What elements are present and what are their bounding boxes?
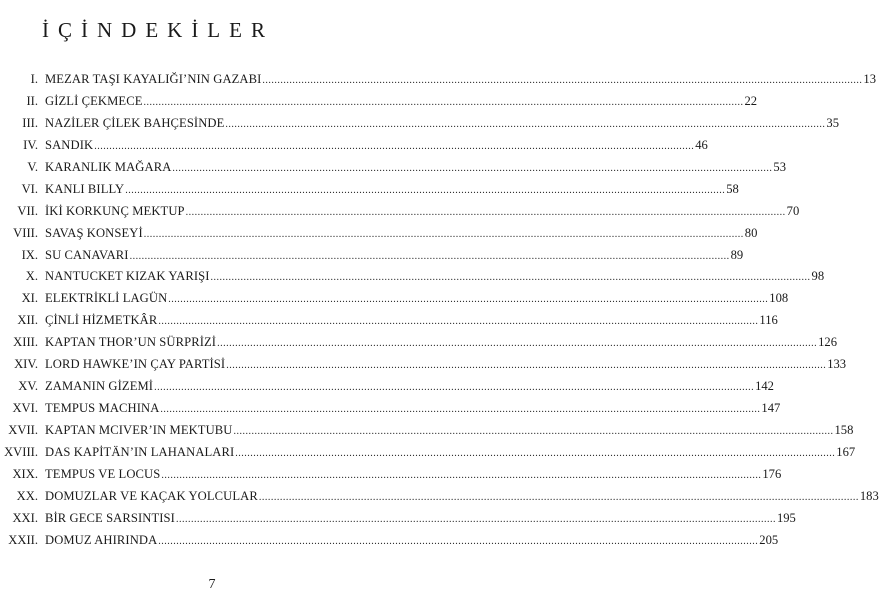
chapter-title: SU CANAVARI (45, 247, 129, 262)
chapter-page: 58 (726, 181, 739, 196)
toc-entry (0, 245, 744, 267)
chapter-page: 176 (762, 466, 782, 481)
dot-leader: ........................................................................................................................................................................................................ (154, 382, 755, 394)
chapter-title: DOMUZLAR VE KAÇAK YOLCULAR (45, 488, 258, 503)
chapter-title: MEZAR TAŞI KAYALIĞI’NIN GAZABI (45, 72, 262, 86)
toc-line (45, 442, 856, 465)
chapter-title: TEMPUS MACHINA (45, 401, 160, 416)
toc-entry (0, 486, 879, 508)
toc-entry (0, 398, 781, 420)
toc-line (45, 223, 758, 246)
chapter-title: KARANLIK MAĞARA (45, 159, 172, 174)
dot-leader: ........................................................................................................................................................................................................ (225, 118, 826, 130)
toc-line (45, 157, 786, 180)
chapter-numeral: XV. (18, 379, 38, 394)
toc-line (45, 310, 778, 333)
chapter-numeral: VIII. (13, 225, 38, 240)
dot-leader: ........................................................................................................................................................................................................ (217, 338, 818, 350)
toc-line (45, 464, 782, 487)
toc-entry (0, 376, 774, 398)
toc-line (45, 354, 847, 377)
toc-entry (0, 530, 779, 552)
chapter-numeral: XX. (16, 488, 38, 503)
toc-entry (0, 113, 839, 135)
toc-entry (0, 223, 758, 245)
chapter-page: 158 (834, 423, 854, 437)
dot-leader: ........................................................................................................................................................................................................ (94, 140, 695, 152)
chapter-page: 46 (695, 137, 708, 152)
chapter-title: SANDIK (45, 137, 94, 152)
chapter-numeral: X. (25, 269, 38, 284)
toc-line (45, 288, 789, 311)
chapter-title: KAPTAN MCIVER’IN MEKTUBU (45, 423, 233, 437)
toc-line (45, 69, 877, 92)
toc-entry (0, 354, 847, 376)
chapter-title: GİZLİ ÇEKMECE (45, 93, 143, 108)
toc-entry (0, 266, 825, 288)
dot-leader: ........................................................................................................................................................................................................ (158, 316, 759, 328)
chapter-title: İKİ KORKUNÇ MEKTUP (45, 203, 185, 218)
toc-line (45, 135, 708, 158)
chapter-page: 80 (744, 225, 758, 240)
toc-entry (0, 288, 789, 310)
chapter-numeral: XIV. (14, 357, 38, 372)
toc-entry (0, 201, 800, 223)
chapter-title: DAS KAPİTÄN’IN LAHANALARI (45, 444, 235, 459)
toc-line (45, 91, 758, 114)
chapter-numeral: XIX. (12, 466, 38, 481)
toc-line (45, 201, 800, 224)
chapter-page: 116 (759, 313, 778, 328)
chapter-page: 167 (836, 444, 856, 459)
chapter-page: 70 (786, 203, 800, 218)
toc-entry (0, 464, 782, 486)
toc-line (45, 376, 774, 399)
chapter-page: 53 (773, 159, 786, 174)
chapter-page: 205 (759, 532, 779, 547)
dot-leader: ........................................................................................................................................................................................................ (175, 513, 776, 525)
chapter-numeral: V. (27, 159, 38, 174)
chapter-numeral: IX. (21, 247, 38, 262)
chapter-numeral: XVII. (8, 423, 38, 437)
chapter-numeral: I. (30, 72, 38, 86)
toc-line (45, 530, 779, 553)
chapter-page: 142 (755, 379, 774, 394)
toc-entry (0, 135, 708, 157)
dot-leader: ........................................................................................................................................................................................................ (258, 491, 859, 503)
chapter-numeral: XVI. (12, 401, 38, 416)
toc-entry (0, 69, 877, 91)
toc-line (45, 245, 744, 268)
toc-entry (0, 91, 758, 113)
chapter-numeral: III. (22, 115, 38, 130)
chapter-page: 126 (818, 335, 837, 350)
toc-line (45, 179, 739, 202)
chapter-title: BİR GECE SARSINTISI (45, 510, 175, 525)
chapter-page: 98 (811, 269, 825, 284)
dot-leader: ........................................................................................................................................................................................................ (226, 360, 827, 372)
dot-leader: ........................................................................................................................................................................................................ (262, 75, 863, 86)
toc-line (45, 266, 825, 289)
chapter-title: SAVAŞ KONSEYİ (45, 225, 143, 240)
toc-entry (0, 310, 778, 332)
dot-leader: ........................................................................................................................................................................................................ (235, 447, 836, 459)
toc-line (45, 113, 839, 136)
chapter-numeral: VII. (17, 203, 38, 218)
toc-entry (0, 179, 739, 201)
dot-leader: ........................................................................................................................................................................................................ (160, 404, 761, 416)
table-of-contents (0, 69, 879, 552)
toc-line (45, 398, 781, 421)
chapter-title: TEMPUS VE LOCUS (45, 466, 161, 481)
chapter-title: DOMUZ AHIRINDA (45, 532, 158, 547)
chapter-numeral: XXII. (8, 532, 38, 547)
chapter-title: KANLI BILLY (45, 181, 125, 196)
dot-leader: ........................................................................................................................................................................................................ (129, 250, 730, 262)
toc-entry (0, 420, 854, 442)
dot-leader: ........................................................................................................................................................................................................ (143, 228, 744, 240)
toc-entry (0, 157, 786, 179)
chapter-numeral: XI. (21, 291, 38, 306)
chapter-title: NANTUCKET KIZAK YARIŞI (45, 269, 210, 284)
dot-leader: ........................................................................................................................................................................................................ (185, 206, 786, 218)
dot-leader: ........................................................................................................................................................................................................ (233, 426, 834, 437)
dot-leader: ........................................................................................................................................................................................................ (168, 294, 769, 306)
chapter-title: ZAMANIN GİZEMİ (45, 379, 154, 394)
chapter-page: 13 (863, 72, 877, 86)
chapter-title: NAZİLER ÇİLEK BAHÇESİNDE (45, 115, 225, 130)
chapter-numeral: XVIII. (4, 444, 38, 459)
toc-line (45, 420, 854, 443)
chapter-page: 22 (744, 93, 758, 108)
chapter-numeral: XXI. (12, 510, 38, 525)
chapter-title: LORD HAWKE’IN ÇAY PARTİSİ (45, 357, 226, 372)
toc-entry (0, 332, 837, 354)
dot-leader: ........................................................................................................................................................................................................ (158, 535, 759, 547)
toc-line (45, 486, 879, 509)
dot-leader: ........................................................................................................................................................................................................ (161, 469, 762, 481)
chapter-numeral: XII. (17, 313, 38, 328)
chapter-title: KAPTAN THOR’UN SÜRPRİZİ (45, 335, 217, 350)
chapter-numeral: VI. (21, 181, 38, 196)
chapter-title: ELEKTRİKLİ LAGÜN (45, 291, 168, 306)
toc-line (45, 508, 796, 531)
dot-leader: ........................................................................................................................................................................................................ (210, 272, 811, 284)
toc-entry (0, 442, 856, 464)
chapter-page: 183 (859, 488, 879, 503)
chapter-numeral: II. (26, 93, 38, 108)
chapter-page: 195 (776, 510, 796, 525)
toc-line (45, 332, 837, 355)
chapter-title: ÇİNLİ HİZMETKÂR (45, 313, 158, 328)
chapter-page: 108 (769, 291, 789, 306)
dot-leader: ........................................................................................................................................................................................................ (125, 184, 726, 196)
chapter-page: 35 (826, 115, 839, 130)
chapter-numeral: IV. (23, 137, 38, 152)
chapter-page: 89 (730, 247, 744, 262)
chapter-numeral: XIII. (13, 335, 38, 350)
dot-leader: ........................................................................................................................................................................................................ (143, 96, 744, 108)
toc-entry (0, 508, 796, 530)
dot-leader: ........................................................................................................................................................................................................ (172, 162, 773, 174)
chapter-page: 133 (827, 357, 847, 372)
chapter-page: 147 (761, 401, 781, 416)
page-number: 7 (208, 577, 216, 592)
page-title: İÇİNDEKİLER (42, 18, 274, 43)
